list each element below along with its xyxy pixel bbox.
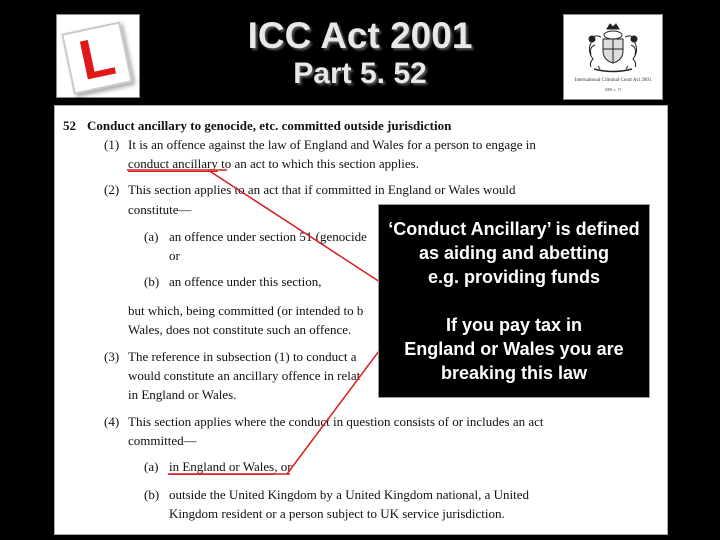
subsection-4-line-2: committed—	[128, 433, 197, 448]
subsection-2-tail-1: but which, being committed (or intended to b	[128, 303, 364, 318]
subsection-2-line-1: This section applies to an act that if committed in England or Wales would	[128, 182, 516, 197]
paragraph-2a-number: (a)	[144, 229, 159, 244]
subsection-2-tail-2: Wales, does not constitute such an offence.	[128, 322, 352, 337]
slide-subtitle: Part 5. 52	[293, 57, 427, 90]
conduct-ancillary-highlight: conduct ancillary	[128, 156, 218, 171]
subsection-1-line-1: It is an offence against the law of England and Wales for a person to engage in	[128, 137, 536, 152]
paragraph-4b-line-2: Kingdom resident or a person subject to UK service jurisdiction.	[169, 506, 505, 521]
subsection-2-line-2: constitute—	[128, 202, 192, 217]
section-heading: Conduct ancillary to genocide, etc. committed outside jurisdiction	[87, 118, 452, 133]
subsection-3-line-2: would constitute an ancillary offence in relat	[128, 368, 361, 383]
england-or-wales-highlight: in England or Wales	[169, 459, 275, 474]
crest-caption: International Criminal Court Act 2001	[574, 78, 652, 83]
subsection-1-number: (1)	[104, 137, 120, 152]
connector-line-bottom	[287, 343, 385, 474]
paragraph-4a-number: (a)	[144, 459, 159, 474]
annotation-callout	[378, 204, 650, 398]
paragraph-4b-number: (b)	[144, 487, 160, 502]
section-number: 52	[63, 118, 76, 133]
crest-reference: 2001 c. 17	[604, 87, 622, 92]
subsection-2-number: (2)	[104, 182, 120, 197]
callout-line-5: England or Wales you are	[404, 339, 624, 359]
subsection-3-line-1: The reference in subsection (1) to conduct a	[128, 349, 357, 364]
subsection-3-number: (3)	[104, 349, 120, 364]
callout-line-1: ‘Conduct Ancillary’ is defined	[388, 219, 640, 239]
paragraph-2b-number: (b)	[144, 274, 160, 289]
paragraph-2b-text: an offence under this section,	[169, 274, 322, 289]
paragraph-2a-text: an offence under section 51 (genocide	[169, 229, 367, 244]
paragraph-2a-or: or	[169, 248, 180, 263]
connector-line-top	[208, 170, 380, 282]
slide-title: ICC Act 2001	[247, 15, 473, 56]
callout-line-6: breaking this law	[440, 363, 588, 383]
paragraph-4b-line-1: outside the United Kingdom by a United Kingdom national, a United	[169, 487, 529, 502]
callout-line-3: e.g. providing funds	[428, 267, 600, 287]
callout-line-4: If you pay tax in	[445, 315, 583, 335]
subsection-4-number: (4)	[104, 414, 120, 429]
subsection-4-line-1: This section applies where the conduct in question consists of or includes an act	[128, 414, 544, 429]
learner-plate-letter: L	[73, 23, 121, 92]
subsection-1-line-2-rest: to an act to which this section applies.	[217, 156, 419, 171]
subsection-3-line-3: in England or Wales.	[128, 387, 237, 402]
paragraph-4a-rest: , or	[274, 459, 292, 474]
callout-line-2: as aiding and abetting	[418, 243, 610, 263]
